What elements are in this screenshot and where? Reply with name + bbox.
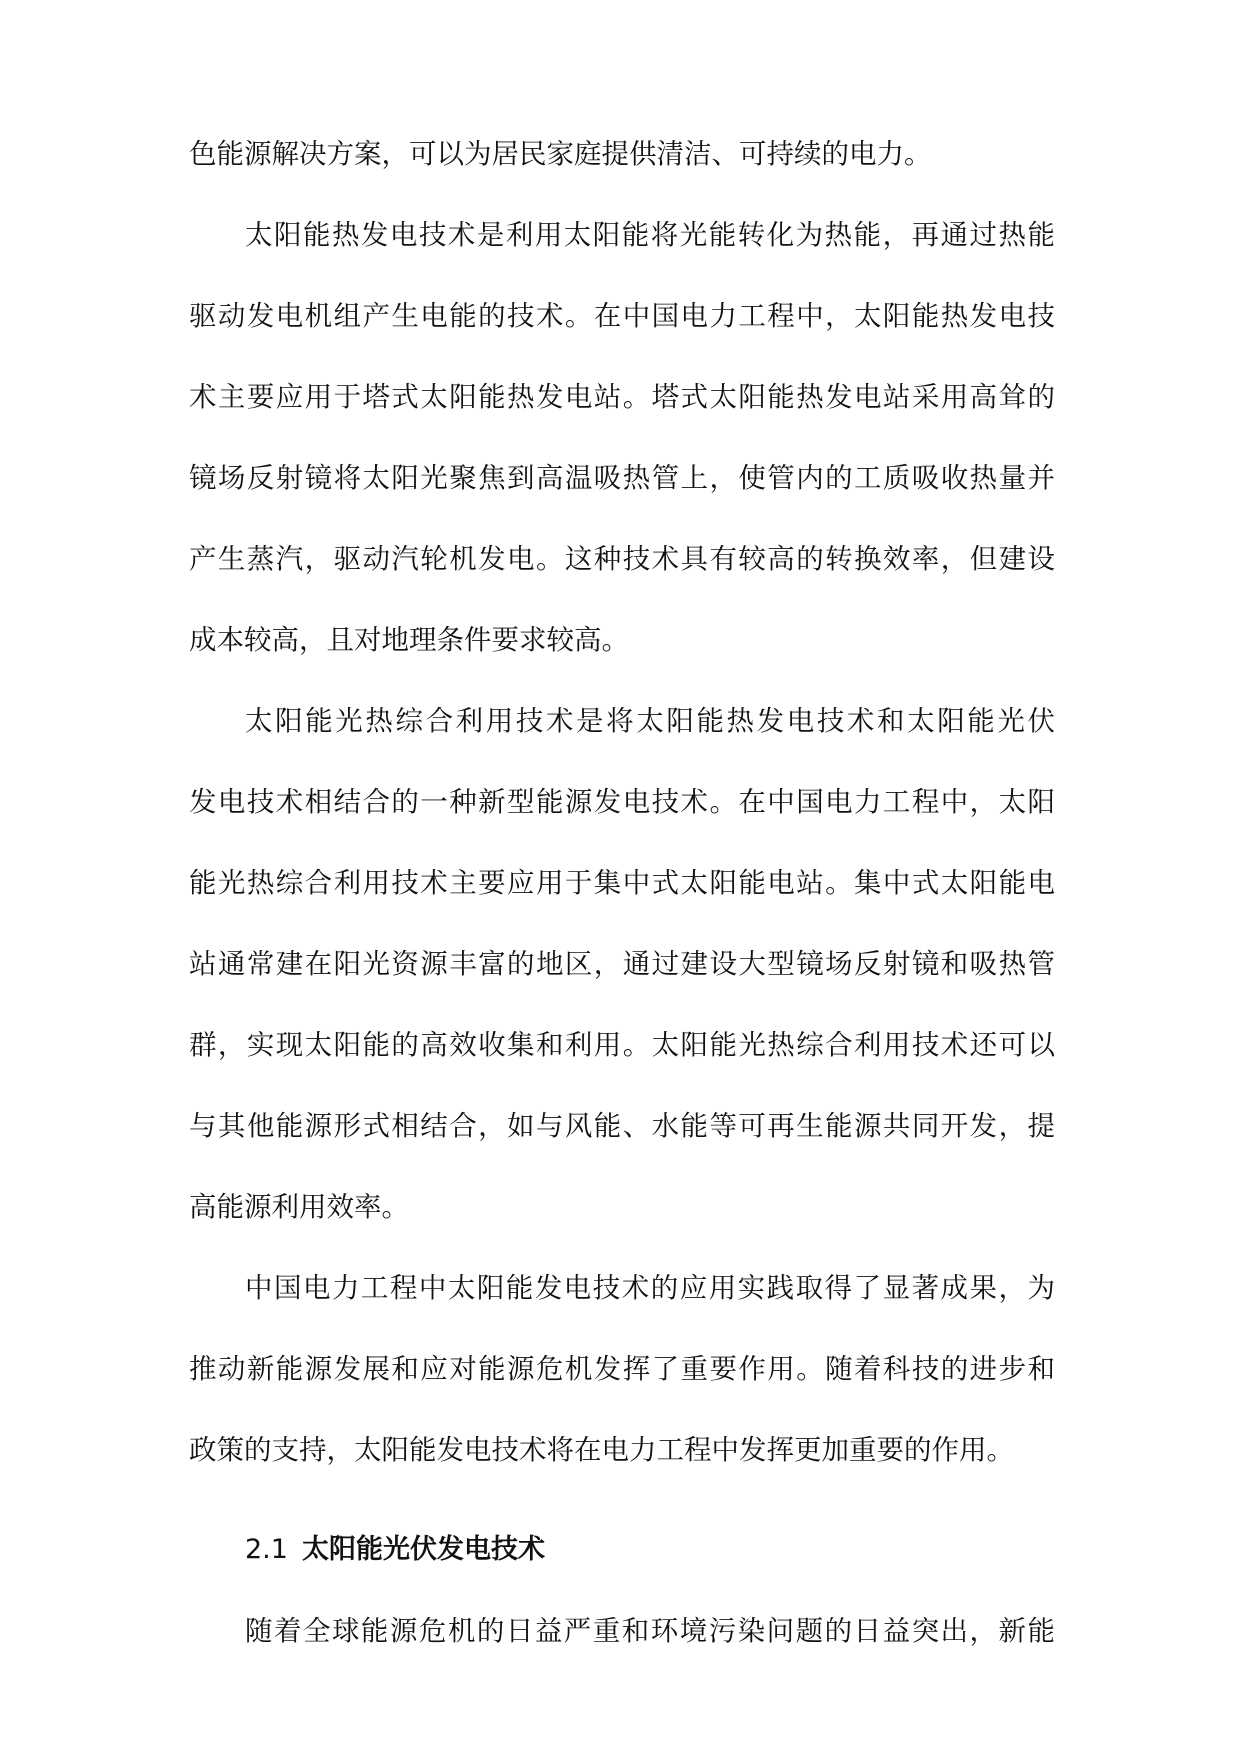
paragraph-line: 发电技术相结合的一种新型能源发电技术。在中国电力工程中，太阳 [189,786,1055,818]
paragraph-line: 色能源解决方案，可以为居民家庭提供清洁、可持续的电力。 [189,138,932,170]
paragraph-line: 站通常建在阳光资源丰富的地区，通过建设大型镜场反射镜和吸热管 [189,948,1055,980]
paragraph-line: 中国电力工程中太阳能发电技术的应用实践取得了显著成果，为 [245,1272,1055,1304]
paragraph-line: 群，实现太阳能的高效收集和利用。太阳能光热综合利用技术还可以 [189,1029,1055,1061]
section-title: 太阳能光伏发电技术 [301,1534,545,1565]
section-number: 2.1 [245,1534,288,1565]
paragraph-line: 产生蒸汽，驱动汽轮机发电。这种技术具有较高的转换效率，但建设 [189,543,1055,575]
paragraph-line: 成本较高，且对地理条件要求较高。 [189,624,629,656]
section-heading [245,1530,545,1570]
paragraph-line: 术主要应用于塔式太阳能热发电站。塔式太阳能热发电站采用高耸的 [189,381,1055,413]
paragraph-line: 能光热综合利用技术主要应用于集中式太阳能电站。集中式太阳能电 [189,867,1055,899]
paragraph-line: 太阳能热发电技术是利用太阳能将光能转化为热能，再通过热能 [245,219,1055,251]
paragraph-line: 随着全球能源危机的日益严重和环境污染问题的日益突出，新能 [245,1615,1055,1647]
paragraph-line: 驱动发电机组产生电能的技术。在中国电力工程中，太阳能热发电技 [189,300,1055,332]
paragraph-line: 政策的支持，太阳能发电技术将在电力工程中发挥更加重要的作用。 [189,1434,1014,1466]
paragraph-line: 高能源利用效率。 [189,1191,409,1223]
paragraph-line: 镜场反射镜将太阳光聚焦到高温吸热管上，使管内的工质吸收热量并 [189,462,1055,494]
paragraph-line: 太阳能光热综合利用技术是将太阳能热发电技术和太阳能光伏 [245,705,1055,737]
paragraph-line: 与其他能源形式相结合，如与风能、水能等可再生能源共同开发，提 [189,1110,1055,1142]
paragraph-line: 推动新能源发展和应对能源危机发挥了重要作用。随着科技的进步和 [189,1353,1055,1385]
